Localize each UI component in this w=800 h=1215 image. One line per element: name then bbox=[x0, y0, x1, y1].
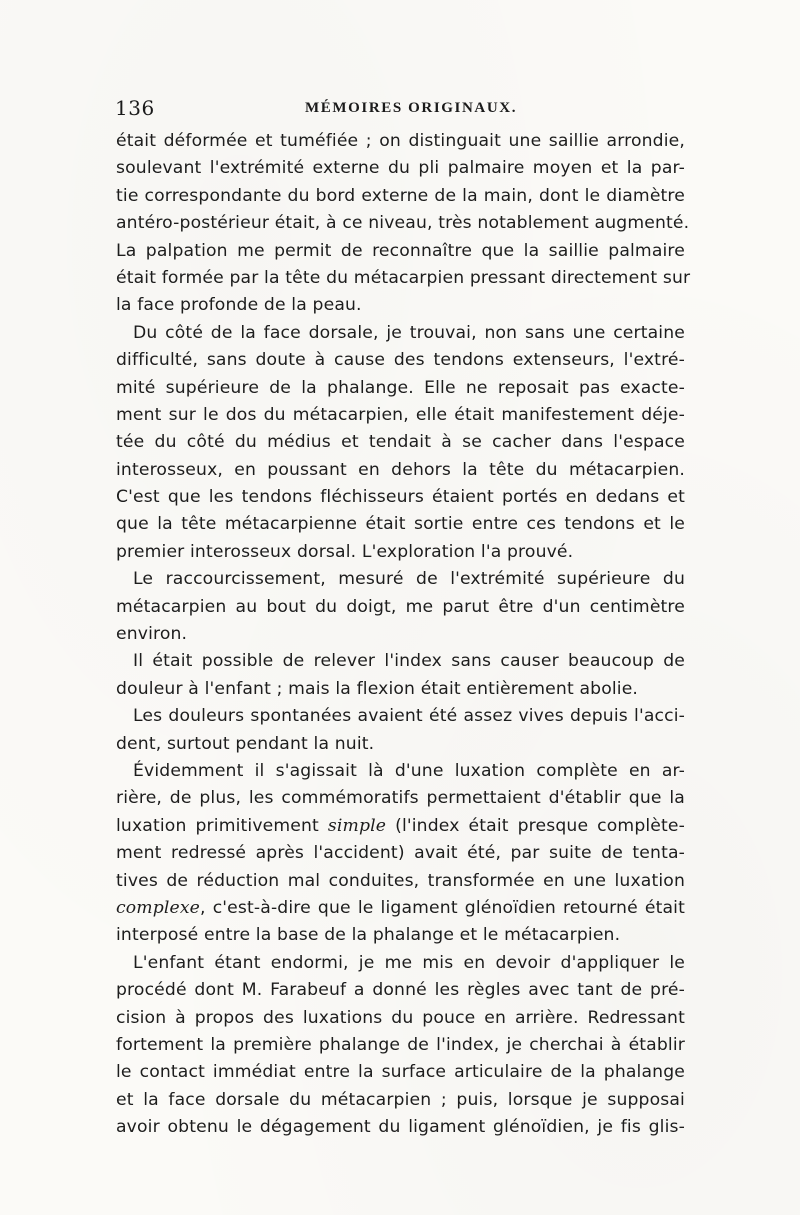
text-line: Évidemment il s'agissait là d'une luxation complète en ar- bbox=[133, 760, 685, 781]
text-line: premier interosseux dorsal. L'exploration l'a prouvé. bbox=[116, 541, 574, 562]
text-line: Du côté de la face dorsale, je trouvai, non sans une certaine bbox=[133, 322, 685, 343]
text-line: rière, de plus, les commémoratifs permettaient d'établir que la bbox=[116, 788, 685, 809]
text-line: antéro-postérieur était, à ce niveau, très notablement augmenté. bbox=[116, 213, 690, 234]
text-line: le contact immédiat entre la surface articulaire de la phalange bbox=[116, 1062, 685, 1083]
text-line: fortement la première phalange de l'index, je cherchai à établir bbox=[116, 1034, 685, 1055]
text-line: Les douleurs spontanées avaient été assez vives depuis l'acci- bbox=[133, 706, 685, 727]
text-line: Le raccourcissement, mesuré de l'extrémité supérieure du bbox=[133, 569, 685, 590]
text-line: environ. bbox=[116, 624, 188, 645]
text-segment: (l'index était presque complète- bbox=[386, 815, 685, 836]
text-line: C'est que les tendons fléchisseurs étaient portés en dedans et bbox=[116, 487, 685, 508]
text-line: La palpation me permit de reconnaître que la saillie palmaire bbox=[116, 240, 685, 261]
text-line: que la tête métacarpienne était sortie entre ces tendons et le bbox=[116, 514, 685, 535]
text-line: mité supérieure de la phalange. Elle ne reposait pas exacte- bbox=[116, 377, 685, 398]
text-line: Il était possible de relever l'index sans causer beaucoup de bbox=[133, 651, 685, 672]
text-line: interosseux, en poussant en dehors la tête du métacarpien. bbox=[116, 459, 685, 480]
text-line: soulevant l'extrémité externe du pli palmaire moyen et la par- bbox=[116, 158, 685, 179]
text-line: ment redressé après l'accident) avait été, par suite de tenta- bbox=[116, 843, 685, 864]
italic-term-complexe: complexe bbox=[116, 897, 201, 918]
text-line: dent, surtout pendant la nuit. bbox=[116, 733, 375, 754]
text-line: la face profonde de la peau. bbox=[116, 295, 362, 316]
page-number: 136 bbox=[115, 96, 155, 120]
text-line: était formée par la tête du métacarpien pressant directement sur bbox=[116, 267, 691, 288]
text-line: avoir obtenu le dégagement du ligament glénoïdien, je fis glis- bbox=[116, 1117, 685, 1138]
text-line: douleur à l'enfant ; mais la flexion était entièrement abolie. bbox=[116, 678, 639, 699]
text-line: tives de réduction mal conduites, transformée en une luxation bbox=[116, 870, 685, 891]
text-segment: luxation primitivement bbox=[116, 815, 328, 836]
text-line: L'enfant étant endormi, je me mis en devoir d'appliquer le bbox=[133, 952, 685, 973]
text-line: procédé dont M. Farabeuf a donné les règles avec tant de pré- bbox=[116, 980, 685, 1001]
italic-term-simple: simple bbox=[327, 815, 387, 836]
text-line: était déformée et tuméfiée ; on distinguait une saillie arrondie, bbox=[116, 131, 685, 151]
text-line: difficulté, sans doute à cause des tendons extenseurs, l'extré- bbox=[116, 350, 685, 371]
text-line: et la face dorsale du métacarpien ; puis, lorsque je supposai bbox=[116, 1089, 685, 1110]
page-header bbox=[115, 96, 685, 126]
running-head: MÉMOIRES ORIGINAUX. bbox=[305, 100, 518, 116]
text-line: tée du côté du médius et tendait à se cacher dans l'espace bbox=[116, 432, 685, 453]
text-line-with-italic bbox=[116, 895, 685, 922]
text-line: métacarpien au bout du doigt, me parut être d'un centimètre bbox=[116, 596, 685, 617]
text-line: interposé entre la base de la phalange et le métacarpien. bbox=[116, 925, 621, 946]
text-segment: , c'est-à-dire que le ligament glénoïdien retourné était bbox=[200, 897, 685, 918]
text-line: ment sur le dos du métacarpien, elle était manifestement déje- bbox=[116, 404, 685, 425]
text-line-with-italic bbox=[116, 813, 685, 840]
body-text bbox=[116, 128, 691, 1141]
text-line: tie correspondante du bord externe de la main, dont le diamètre bbox=[116, 185, 685, 206]
text-line: cision à propos des luxations du pouce en arrière. Redressant bbox=[116, 1007, 685, 1028]
